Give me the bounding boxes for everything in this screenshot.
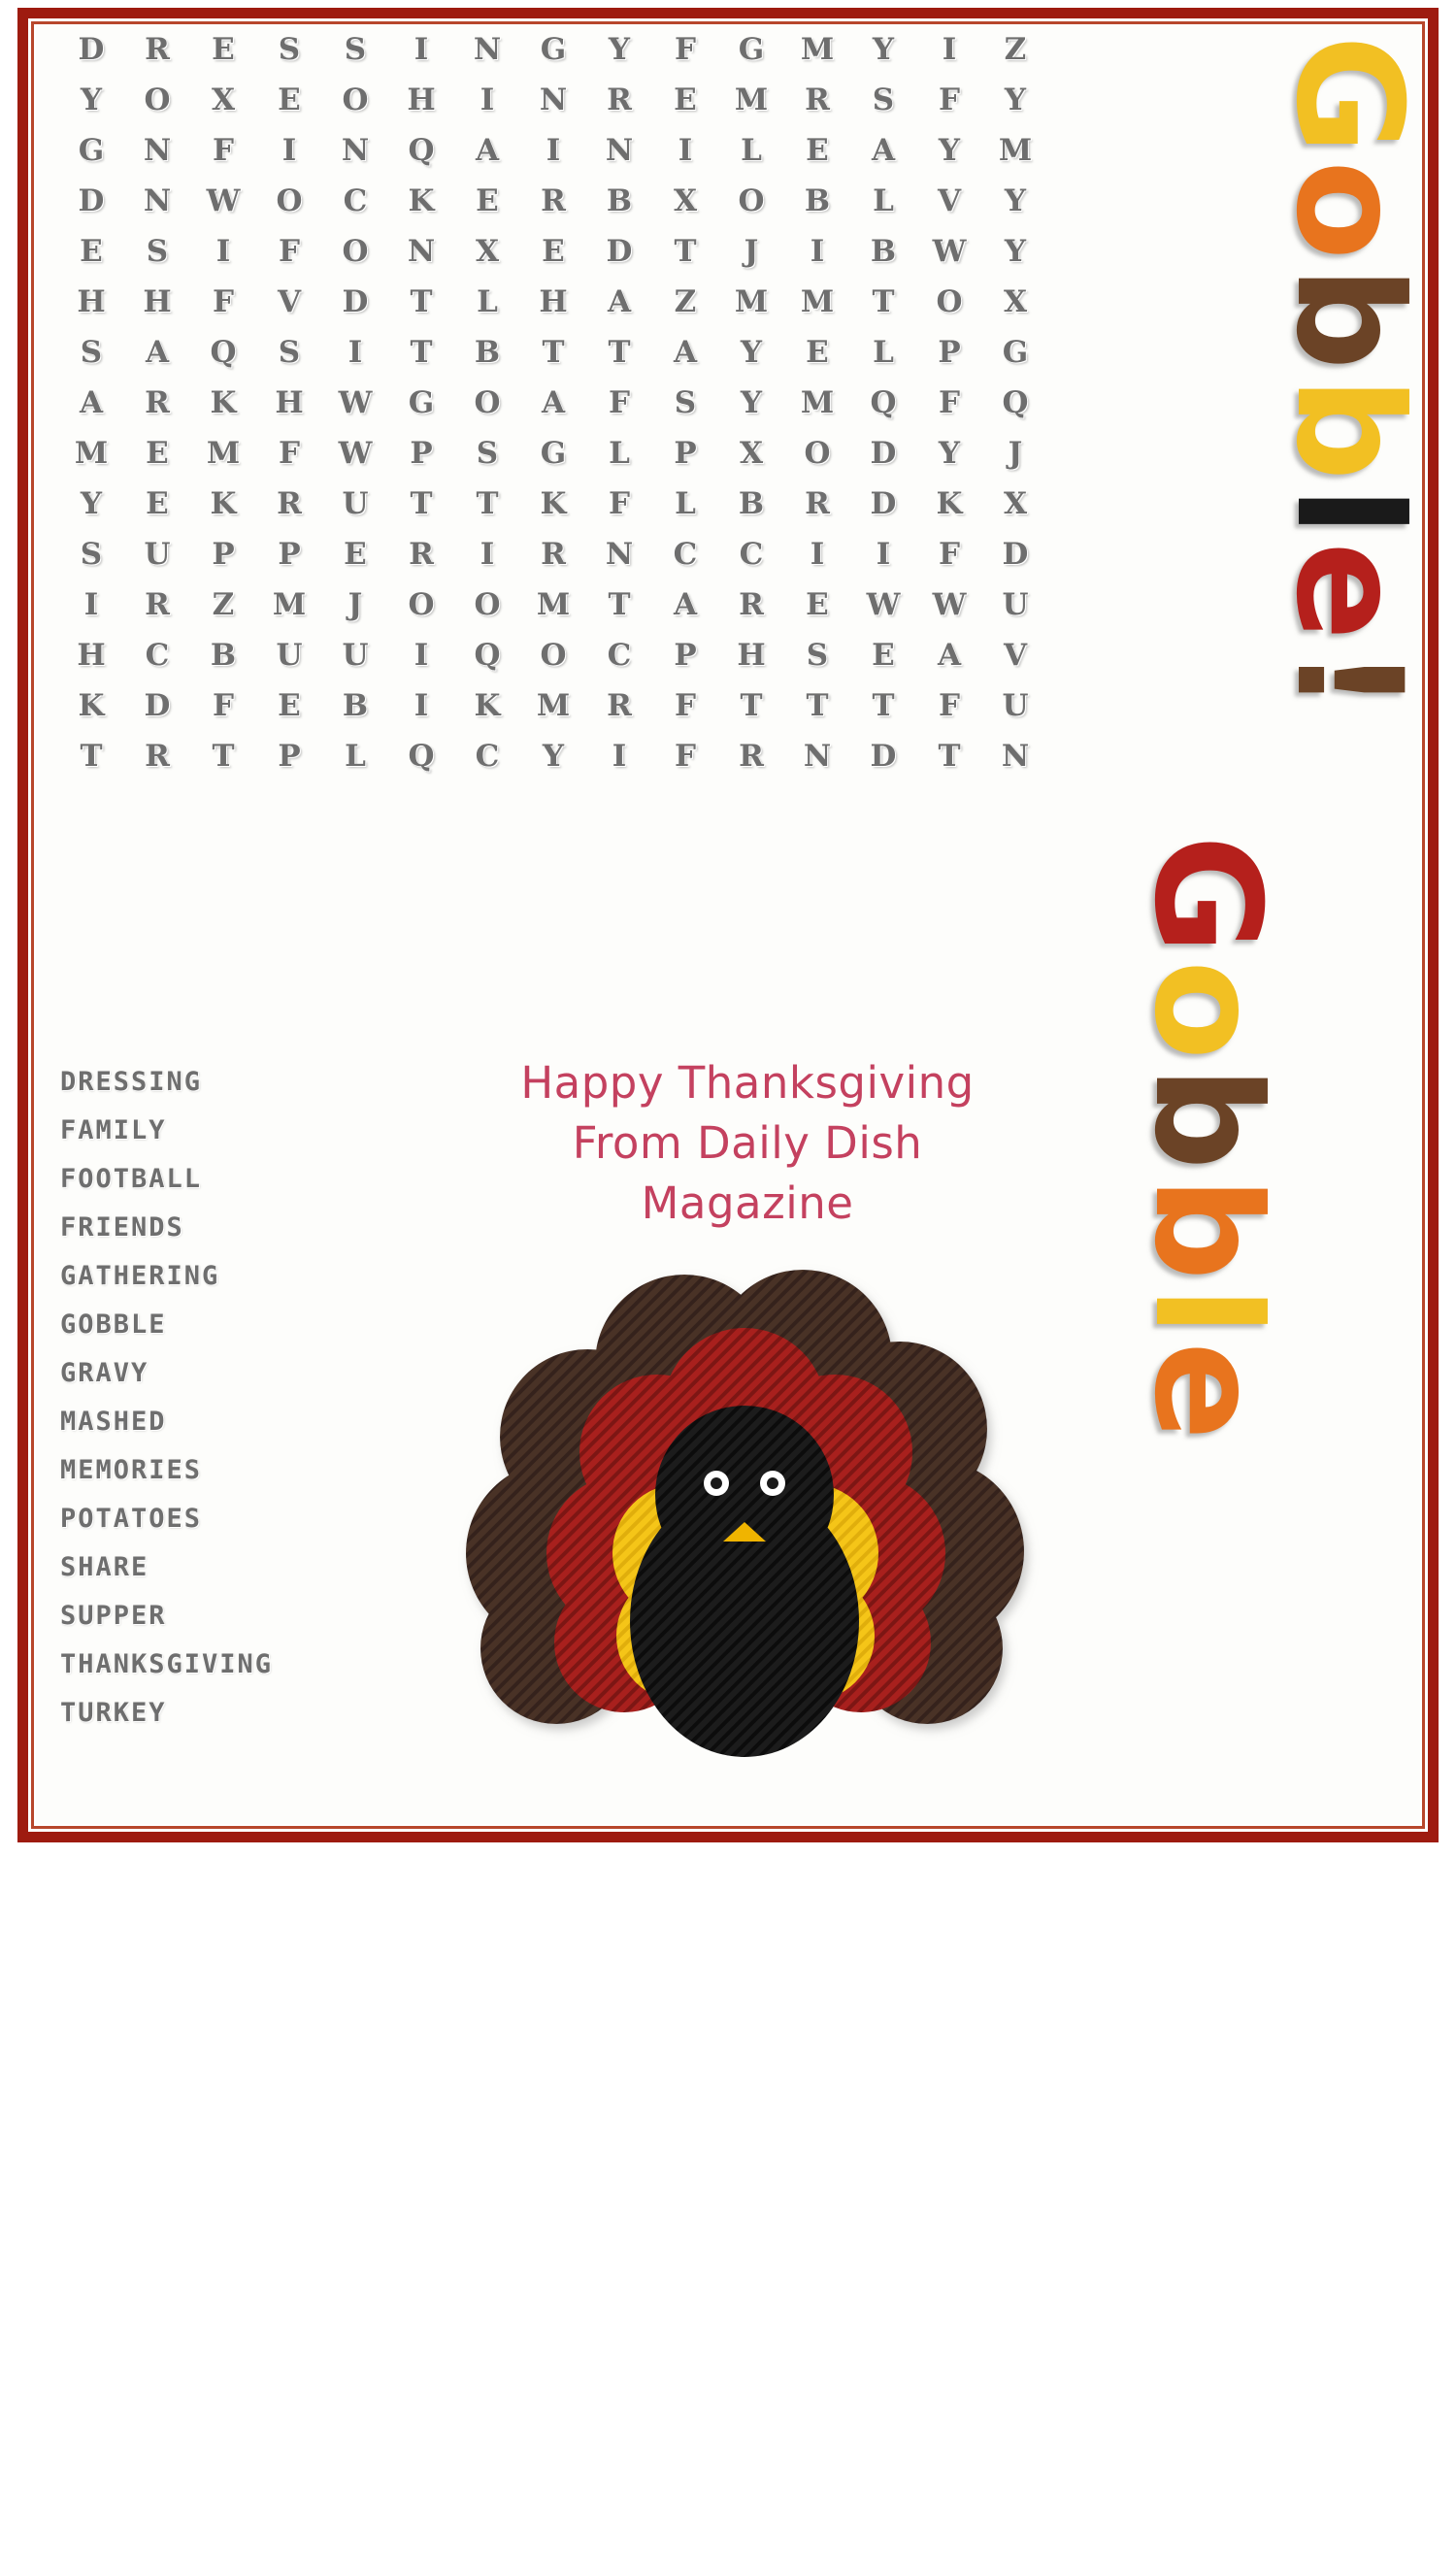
grid-cell: Y	[80, 83, 103, 117]
grid-cell: T	[674, 234, 697, 269]
grid-cell: J	[744, 234, 759, 269]
grid-cell: L	[609, 436, 630, 471]
grid-cell: M	[536, 688, 571, 723]
grid-cell: F	[938, 537, 960, 572]
grid-cell: V	[1003, 638, 1028, 673]
grid-cell: I	[414, 32, 429, 67]
greeting-line-2: From Daily Dish	[572, 1117, 923, 1169]
turkey-body	[630, 1406, 859, 1757]
grid-cell: E	[872, 638, 895, 673]
grid-row	[58, 680, 1087, 731]
grid-cell: E	[344, 537, 367, 572]
grid-cell: M	[800, 284, 835, 319]
grid-cell: M	[272, 587, 307, 622]
grid-cell: F	[938, 385, 960, 420]
grid-cell: N	[1001, 739, 1030, 774]
grid-cell: Y	[608, 32, 631, 67]
grid-cell: X	[1003, 486, 1028, 521]
grid-cell: O	[342, 83, 369, 117]
grid-cell: R	[739, 739, 764, 774]
grid-cell: E	[146, 436, 169, 471]
grid-cell: K	[474, 688, 501, 723]
word-list	[60, 1058, 381, 1738]
grid-cell: Z	[212, 587, 235, 622]
grid-cell: T	[872, 284, 895, 319]
grid-cell: F	[278, 234, 300, 269]
grid-cell: A	[79, 385, 104, 420]
grid-cell: N	[539, 83, 568, 117]
grid-cell: T	[740, 688, 763, 723]
grid-cell: S	[872, 83, 895, 117]
word-list-item: FOOTBALL	[60, 1164, 203, 1194]
grid-cell: R	[607, 83, 632, 117]
grid-cell: G	[1002, 335, 1029, 370]
grid-cell: Z	[674, 284, 697, 319]
word-art-letter: b	[1122, 1066, 1291, 1177]
grid-cell: R	[145, 32, 170, 67]
grid-cell: Y	[80, 486, 103, 521]
grid-row	[58, 731, 1087, 781]
grid-cell: O	[738, 183, 765, 218]
grid-cell: A	[871, 133, 896, 168]
grid-cell: Q	[408, 133, 435, 168]
grid-cell: X	[1003, 284, 1028, 319]
grid-cell: E	[806, 335, 829, 370]
grid-cell: L	[477, 284, 498, 319]
grid-cell: S	[278, 32, 301, 67]
grid-cell: R	[277, 486, 302, 521]
grid-cell: E	[278, 688, 301, 723]
grid-cell: L	[741, 133, 762, 168]
grid-cell: I	[810, 234, 825, 269]
grid-cell: W	[932, 587, 967, 622]
grid-cell: M	[734, 284, 769, 319]
grid-cell: C	[475, 739, 500, 774]
word-list-item: POTATOES	[60, 1504, 203, 1534]
grid-cell: U	[276, 638, 303, 673]
grid-cell: N	[143, 183, 172, 218]
grid-cell: J	[1008, 436, 1023, 471]
grid-cell: H	[737, 638, 766, 673]
grid-cell: O	[540, 638, 567, 673]
grid-cell: T	[938, 739, 961, 774]
grid-cell: K	[210, 486, 237, 521]
word-art-letter: G	[1122, 835, 1291, 961]
word-list-item: FRIENDS	[60, 1212, 184, 1243]
grid-cell: I	[414, 688, 429, 723]
grid-cell: F	[938, 83, 960, 117]
grid-cell: H	[275, 385, 304, 420]
grid-cell: Q	[1002, 385, 1029, 420]
grid-cell: X	[739, 436, 764, 471]
grid-cell: K	[210, 385, 237, 420]
grid-cell: B	[210, 638, 237, 673]
grid-cell: B	[342, 688, 369, 723]
grid-cell: B	[738, 486, 765, 521]
grid-cell: D	[144, 688, 171, 723]
grid-row	[58, 327, 1087, 378]
grid-cell: V	[277, 284, 302, 319]
grid-cell: D	[870, 486, 897, 521]
grid-cell: F	[674, 739, 696, 774]
grid-cell: T	[80, 739, 103, 774]
grid-cell: A	[673, 587, 698, 622]
grid-cell: M	[998, 133, 1033, 168]
grid-cell: R	[145, 385, 170, 420]
grid-cell: N	[605, 133, 634, 168]
grid-cell: Y	[938, 133, 961, 168]
grid-cell: T	[212, 739, 235, 774]
grid-cell: R	[409, 537, 434, 572]
grid-row	[58, 176, 1087, 226]
grid-cell: C	[607, 638, 632, 673]
grid-cell: Y	[872, 32, 895, 67]
grid-cell: I	[215, 234, 231, 269]
grid-cell: Y	[740, 385, 763, 420]
grid-cell: D	[870, 739, 897, 774]
greeting-line-1: Happy Thanksgiving	[520, 1057, 975, 1109]
grid-cell: P	[674, 436, 697, 471]
grid-cell: N	[803, 739, 832, 774]
grid-cell: I	[281, 133, 297, 168]
grid-cell: R	[805, 486, 830, 521]
grid-cell: D	[78, 183, 105, 218]
grid-cell: G	[408, 385, 435, 420]
grid-cell: E	[674, 83, 697, 117]
grid-cell: E	[212, 32, 235, 67]
grid-row	[58, 479, 1087, 529]
grid-cell: I	[347, 335, 363, 370]
grid-cell: G	[78, 133, 105, 168]
word-list-item: SUPPER	[60, 1601, 167, 1631]
grid-cell: D	[342, 284, 369, 319]
grid-cell: L	[873, 335, 894, 370]
grid-cell: D	[870, 436, 897, 471]
grid-cell: O	[804, 436, 831, 471]
grid-cell: P	[410, 436, 433, 471]
turkey-illustration	[442, 1262, 1043, 1786]
grid-cell: F	[938, 688, 960, 723]
word-art-letter: e	[1264, 542, 1433, 647]
grid-cell: D	[606, 234, 633, 269]
grid-cell: C	[145, 638, 170, 673]
grid-cell: G	[540, 436, 567, 471]
grid-cell: P	[278, 739, 301, 774]
word-list-item: FAMILY	[60, 1115, 167, 1145]
word-art-letter: e	[1122, 1342, 1291, 1447]
grid-cell: T	[410, 284, 433, 319]
grid-row	[58, 529, 1087, 580]
word-list-item: GRAVY	[60, 1358, 149, 1388]
grid-cell: X	[475, 234, 500, 269]
grid-cell: T	[476, 486, 499, 521]
grid-cell: S	[674, 385, 697, 420]
word-list-item: THANKSGIVING	[60, 1649, 274, 1679]
grid-cell: K	[78, 688, 105, 723]
grid-cell: S	[80, 537, 103, 572]
word-list-item: MASHED	[60, 1407, 167, 1437]
word-art-letter: b	[1264, 266, 1433, 377]
grid-cell: O	[408, 587, 435, 622]
grid-cell: Y	[740, 335, 763, 370]
grid-cell: U	[144, 537, 171, 572]
grid-cell: T	[410, 486, 433, 521]
grid-cell: E	[278, 83, 301, 117]
grid-cell: P	[674, 638, 697, 673]
word-list-item: DRESSING	[60, 1067, 203, 1097]
grid-cell: U	[1002, 587, 1029, 622]
grid-cell: R	[145, 739, 170, 774]
grid-cell: D	[78, 32, 105, 67]
grid-cell: W	[338, 436, 373, 471]
grid-cell: I	[414, 638, 429, 673]
grid-cell: Y	[542, 739, 565, 774]
grid-cell: D	[1002, 537, 1029, 572]
grid-cell: R	[607, 688, 632, 723]
grid-cell: Q	[408, 739, 435, 774]
grid-cell: W	[866, 587, 901, 622]
grid-cell: M	[800, 385, 835, 420]
grid-cell: A	[937, 638, 962, 673]
grid-cell: V	[937, 183, 962, 218]
grid-row	[58, 75, 1087, 125]
word-art-letter: l	[1264, 485, 1433, 543]
gobble-word-art-column-2	[1122, 835, 1291, 2553]
word-list-item: GATHERING	[60, 1261, 220, 1291]
grid-cell: F	[674, 32, 696, 67]
word-search-grid	[58, 24, 1087, 781]
grid-cell: M	[536, 587, 571, 622]
grid-cell: H	[407, 83, 436, 117]
grid-row	[58, 226, 1087, 277]
grid-cell: H	[143, 284, 172, 319]
grid-cell: B	[606, 183, 633, 218]
grid-cell: S	[476, 436, 499, 471]
greeting-line-3: Magazine	[641, 1177, 854, 1229]
grid-cell: K	[540, 486, 567, 521]
word-list-item: MEMORIES	[60, 1455, 203, 1485]
grid-cell: S	[80, 335, 103, 370]
grid-cell: F	[278, 436, 300, 471]
word-art-letter: b	[1264, 376, 1433, 486]
grid-cell: T	[608, 335, 631, 370]
grid-cell: Y	[1004, 183, 1027, 218]
grid-cell: X	[673, 183, 698, 218]
grid-cell: L	[345, 739, 366, 774]
word-art-letter: G	[1264, 35, 1433, 161]
grid-cell: C	[343, 183, 368, 218]
grid-cell: B	[870, 234, 897, 269]
grid-cell: Y	[1004, 234, 1027, 269]
grid-cell: F	[212, 133, 234, 168]
grid-cell: U	[1002, 688, 1029, 723]
grid-cell: Y	[1004, 83, 1027, 117]
grid-cell: T	[872, 688, 895, 723]
grid-cell: L	[873, 183, 894, 218]
grid-cell: M	[734, 83, 769, 117]
grid-cell: O	[342, 234, 369, 269]
grid-cell: M	[800, 32, 835, 67]
grid-cell: Z	[1004, 32, 1027, 67]
word-art-letter: o	[1264, 160, 1433, 267]
grid-cell: Q	[210, 335, 237, 370]
grid-cell: I	[546, 133, 561, 168]
grid-cell: T	[410, 335, 433, 370]
grid-cell: F	[674, 688, 696, 723]
grid-cell: G	[738, 32, 765, 67]
grid-cell: O	[276, 183, 303, 218]
grid-cell: I	[810, 537, 825, 572]
grid-cell: I	[876, 537, 891, 572]
grid-cell: A	[541, 385, 566, 420]
grid-cell: N	[407, 234, 436, 269]
grid-cell: Q	[474, 638, 501, 673]
grid-cell: W	[338, 385, 373, 420]
grid-cell: N	[341, 133, 370, 168]
grid-cell: I	[83, 587, 99, 622]
grid-cell: A	[475, 133, 500, 168]
grid-cell: F	[212, 284, 234, 319]
word-art-letter: l	[1122, 1285, 1291, 1343]
grid-cell: A	[607, 284, 632, 319]
grid-cell: G	[540, 32, 567, 67]
grid-cell: E	[806, 133, 829, 168]
grid-cell: F	[608, 385, 630, 420]
grid-cell: J	[347, 587, 363, 622]
grid-cell: Q	[870, 385, 897, 420]
grid-row	[58, 24, 1087, 75]
grid-cell: I	[480, 537, 495, 572]
grid-cell: R	[145, 587, 170, 622]
grid-cell: F	[608, 486, 630, 521]
grid-cell: P	[278, 537, 301, 572]
grid-cell: M	[74, 436, 109, 471]
grid-row	[58, 580, 1087, 630]
grid-cell: O	[474, 385, 501, 420]
grid-cell: E	[80, 234, 103, 269]
grid-cell: P	[212, 537, 235, 572]
grid-cell: T	[806, 688, 829, 723]
word-art-letter: !	[1264, 647, 1433, 719]
grid-cell: H	[77, 284, 106, 319]
word-list-item: SHARE	[60, 1552, 149, 1582]
grid-cell: S	[806, 638, 829, 673]
word-list-item: TURKEY	[60, 1698, 167, 1728]
grid-cell: E	[806, 587, 829, 622]
grid-cell: E	[476, 183, 499, 218]
grid-cell: K	[408, 183, 435, 218]
grid-cell: H	[539, 284, 568, 319]
grid-cell: A	[145, 335, 170, 370]
grid-row	[58, 630, 1087, 680]
grid-cell: P	[938, 335, 961, 370]
grid-cell: B	[474, 335, 501, 370]
grid-cell: O	[474, 587, 501, 622]
grid-cell: O	[144, 83, 171, 117]
gobble-word-art-column-1	[1264, 35, 1433, 1753]
grid-cell: L	[675, 486, 696, 521]
grid-cell: S	[344, 32, 367, 67]
grid-cell: I	[612, 739, 627, 774]
grid-cell: W	[932, 234, 967, 269]
grid-cell: X	[211, 83, 236, 117]
grid-cell: E	[542, 234, 565, 269]
grid-cell: M	[206, 436, 241, 471]
grid-row	[58, 277, 1087, 327]
grid-cell: N	[473, 32, 502, 67]
grid-cell: N	[143, 133, 172, 168]
grid-cell: N	[605, 537, 634, 572]
grid-cell: W	[206, 183, 241, 218]
grid-cell: C	[739, 537, 764, 572]
grid-cell: A	[673, 335, 698, 370]
word-art-letter: b	[1122, 1176, 1291, 1286]
grid-cell: S	[278, 335, 301, 370]
grid-cell: I	[678, 133, 693, 168]
word-list-item: GOBBLE	[60, 1310, 167, 1340]
grid-cell: U	[342, 486, 369, 521]
grid-cell: K	[936, 486, 963, 521]
grid-cell: Y	[938, 436, 961, 471]
word-art-letter: o	[1122, 960, 1291, 1067]
grid-cell: E	[146, 486, 169, 521]
grid-cell: T	[542, 335, 565, 370]
grid-row	[58, 428, 1087, 479]
gobble-word-art	[1122, 19, 1439, 1738]
grid-cell: U	[342, 638, 369, 673]
grid-row	[58, 125, 1087, 176]
grid-cell: C	[673, 537, 698, 572]
grid-cell: H	[77, 638, 106, 673]
grid-row	[58, 378, 1087, 428]
grid-cell: R	[805, 83, 830, 117]
grid-cell: I	[942, 32, 957, 67]
grid-cell: B	[804, 183, 831, 218]
grid-cell: I	[480, 83, 495, 117]
grid-cell: R	[739, 587, 764, 622]
greeting-text	[456, 1053, 1039, 1234]
grid-cell: F	[212, 688, 234, 723]
grid-cell: R	[541, 183, 566, 218]
grid-cell: O	[936, 284, 963, 319]
grid-cell: T	[608, 587, 631, 622]
grid-cell: S	[146, 234, 169, 269]
grid-cell: R	[541, 537, 566, 572]
